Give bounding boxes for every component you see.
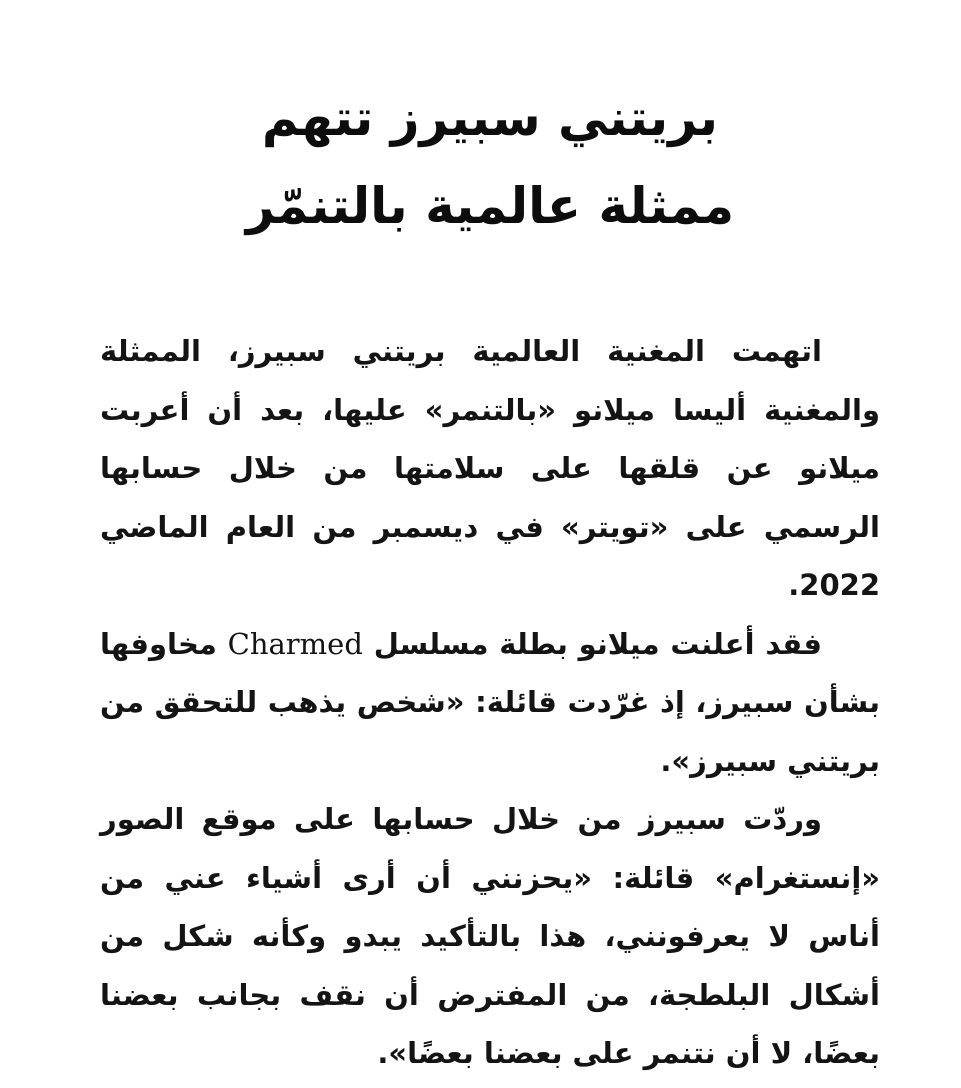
paragraph-2-text-after: مخاوفها بشأن سبيرز، إذ غرّدت قائلة: «شخص يذهب للتحقق من بريتني سبيرز». [100, 626, 880, 778]
paragraph-1: اتهمت المغنية العالمية بريتني سبيرز، الممثلة والمغنية أليسا ميلانو «بالتنمر» عليها، بعد أن أعربت ميلانو عن قلقها على سلامتها من خلال حسابها الرسمي على «تويتر» في ديسمبر من العام الماضي 2022. [100, 334, 880, 602]
headline-line-1: بريتني سبيرز تتهم [261, 89, 719, 147]
paragraph-2-text-before: فقد أعلنت ميلانو بطلة مسلسل [373, 626, 822, 661]
paragraph-3: وردّت سبيرز من خلال حسابها على موقع الصور «إنستغرام» قائلة: «يحزنني أن أرى أشياء عني من أناس لا يعرفونني، هذا بالتأكيد يبدو وكأنه شكل من أشكال البلطجة، من المفترض أن نقف بجانب بعضنا بعضًا، لا أن نتنمر على بعضنا بعضًا». [100, 802, 880, 1070]
paragraph-2 [100, 615, 880, 791]
news-article [100, 0, 880, 1088]
article-headline [100, 0, 880, 250]
headline-line-2: ممثلة عالمية بالتنمّر [245, 177, 735, 235]
series-title: Charmed [227, 626, 363, 661]
article-body [100, 322, 880, 1083]
